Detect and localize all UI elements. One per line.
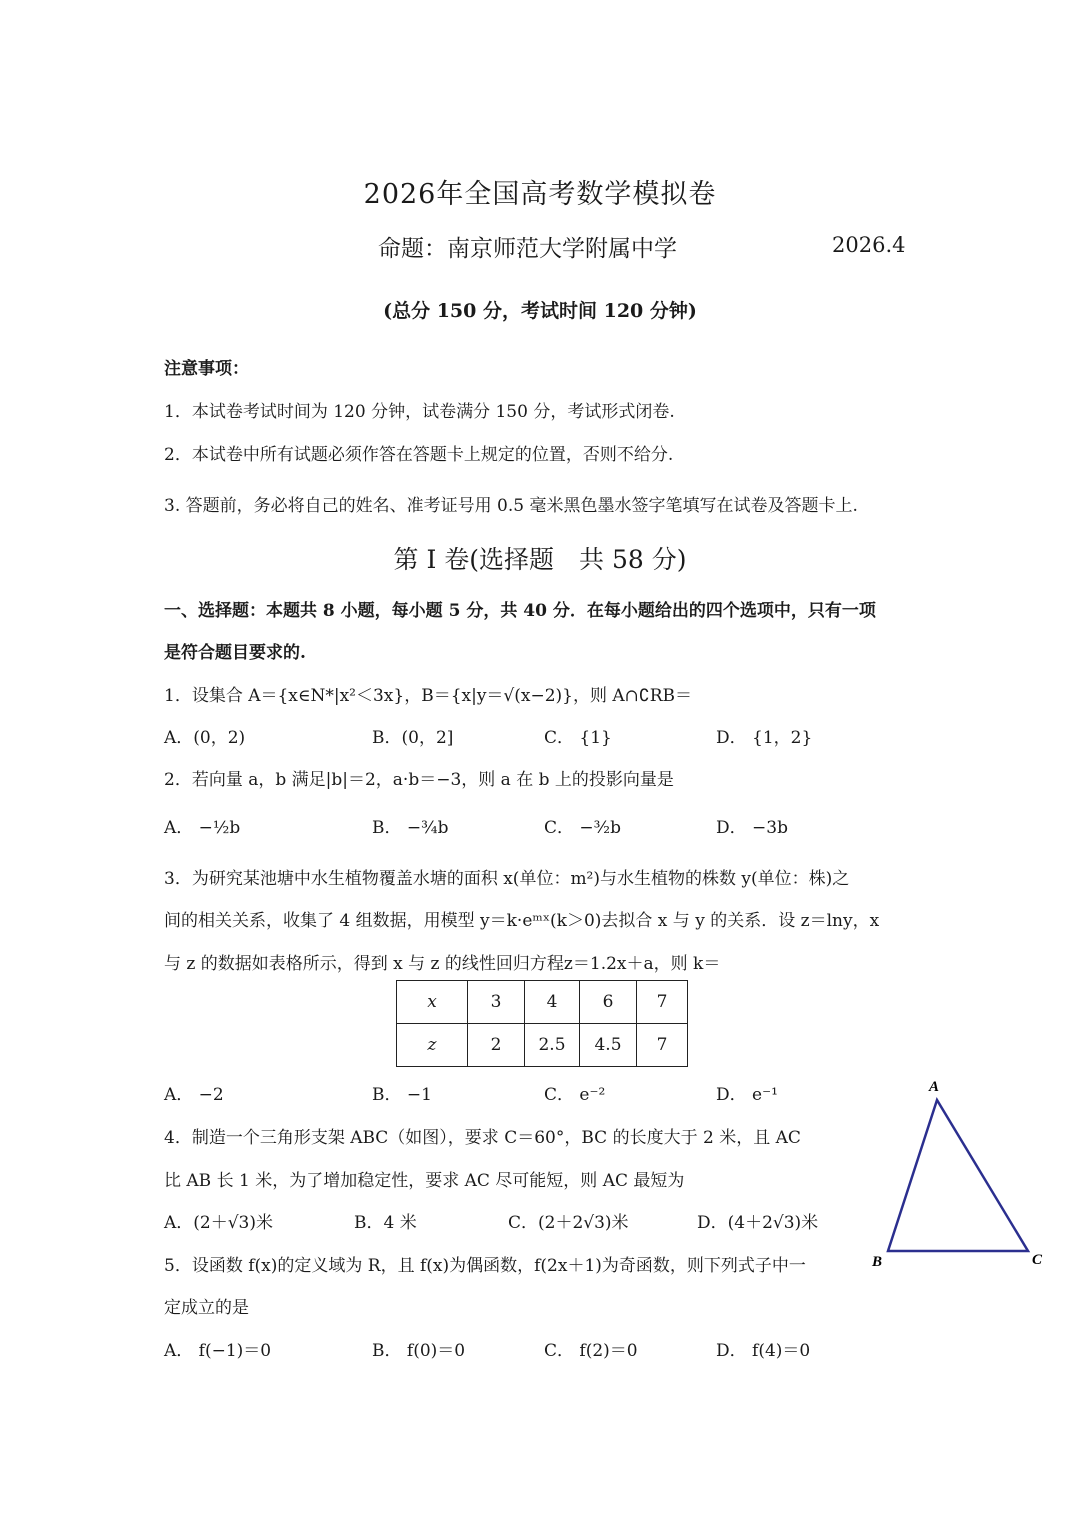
table-cell: 2 [468, 1024, 525, 1067]
vertex-label-c: C [1032, 1252, 1043, 1268]
table-cell: 4 [525, 981, 580, 1024]
note-item-2: 2．本试卷中所有试题必须作答在答题卡上规定的位置，否则不给分. [164, 445, 674, 465]
question-1-option-d: D． {1，2} [716, 728, 813, 748]
question-3-option-d: D． e⁻¹ [716, 1085, 778, 1105]
table-cell: 4.5 [580, 1024, 637, 1067]
table-cell: 6 [580, 981, 637, 1024]
question-3-stem-line1: 3．为研究某池塘中水生植物覆盖水塘的面积 x(单位：m²)与水生植物的株数 y(单位：株)之 [164, 869, 850, 889]
question-2-option-a: A． −½b [164, 818, 241, 838]
note-item-1: 1．本试卷考试时间为 120 分钟，试卷满分 150 分，考试形式闭卷. [164, 402, 675, 422]
question-3-stem-line3: 与 z 的数据如表格所示，得到 x 与 z 的线性回归方程z＝1.2x＋a，则 k＝ [164, 954, 721, 974]
question-4-stem-line1: 4．制造一个三角形支架 ABC（如图），要求 C＝60°，BC 的长度大于 2 米，且 AC [164, 1128, 801, 1148]
exam-date: 2026.4 [832, 233, 906, 257]
question-2-stem: 2．若向量 a，b 满足|b|＝2，a·b＝−3，则 a 在 b 上的投影向量是 [164, 770, 674, 790]
question-5-stem-line2: 定成立的是 [164, 1298, 249, 1318]
question-4-option-b: B．4 米 [354, 1213, 417, 1233]
table-cell: 7 [637, 981, 688, 1024]
table-cell: 3 [468, 981, 525, 1024]
question-5-option-c: C． f(2)＝0 [544, 1341, 638, 1361]
question-3-stem-line2: 间的相关关系，收集了 4 组数据，用模型 y＝k·eᵐˣ(k＞0)去拟合 x 与 y 的关系．设 z＝lny，x [164, 911, 880, 931]
exam-author: 命题：南京师范大学附属中学 [378, 236, 677, 262]
question-4-option-a: A．(2＋√3)米 [164, 1213, 274, 1233]
question-5-option-d: D． f(4)＝0 [716, 1341, 811, 1361]
note-item-3: 3. 答题前，务必将自己的姓名、准考证号用 0.5 毫米黑色墨水签字笔填写在试卷及答题卡上. [164, 496, 858, 516]
question-2-option-d: D． −3b [716, 818, 788, 838]
question-3-option-a: A． −2 [164, 1085, 224, 1105]
section-instruction-line1: 一、选择题：本题共 8 小题，每小题 5 分，共 40 分．在每小题给出的四个选项中，只有一项 [164, 601, 876, 621]
section-title: 第 I 卷(选择题 共 58 分) [393, 545, 687, 574]
question-1-stem: 1．设集合 A＝{x∈N*|x²＜3x}，B＝{x|y＝√(x−2)}，则 A∩∁RB＝ [164, 686, 693, 706]
question-5-option-b: B． f(0)＝0 [372, 1341, 466, 1361]
table-cell: 2.5 [525, 1024, 580, 1067]
question-2-option-b: B． −¾b [372, 818, 449, 838]
exam-title: 2026年全国高考数学模拟卷 [363, 179, 717, 210]
question-1-option-c: C． {1} [544, 728, 612, 748]
table-header-z: z [397, 1024, 468, 1067]
section-instruction-line2: 是符合题目要求的. [164, 643, 306, 663]
table-header-x: x [397, 981, 468, 1024]
table-cell: 7 [637, 1024, 688, 1067]
question-5-stem-line1: 5．设函数 f(x)的定义域为 R，且 f(x)为偶函数，f(2x＋1)为奇函数，则下列式子中一 [164, 1256, 806, 1276]
notes-heading: 注意事项： [164, 359, 249, 379]
question-1-option-a: A．(0，2) [164, 728, 246, 748]
question-5-option-a: A． f(−1)＝0 [164, 1341, 272, 1361]
question-4-stem-line2: 比 AB 长 1 米，为了增加稳定性，要求 AC 尽可能短，则 AC 最短为 [164, 1171, 685, 1191]
question-4-option-d: D．(4＋2√3)米 [697, 1213, 819, 1233]
question-3-option-b: B． −1 [372, 1085, 432, 1105]
vertex-label-b: B [872, 1254, 883, 1270]
question-4-option-c: C．(2＋2√3)米 [508, 1213, 629, 1233]
vertex-label-a: A [929, 1079, 940, 1095]
exam-score-info: (总分 150 分，考试时间 120 分钟) [383, 300, 697, 322]
question-3-option-c: C． e⁻² [544, 1085, 606, 1105]
triangle-abc [888, 1100, 1028, 1251]
question-1-option-b: B．(0，2] [372, 728, 454, 748]
question-2-option-c: C． −³⁄₂b [544, 818, 622, 838]
